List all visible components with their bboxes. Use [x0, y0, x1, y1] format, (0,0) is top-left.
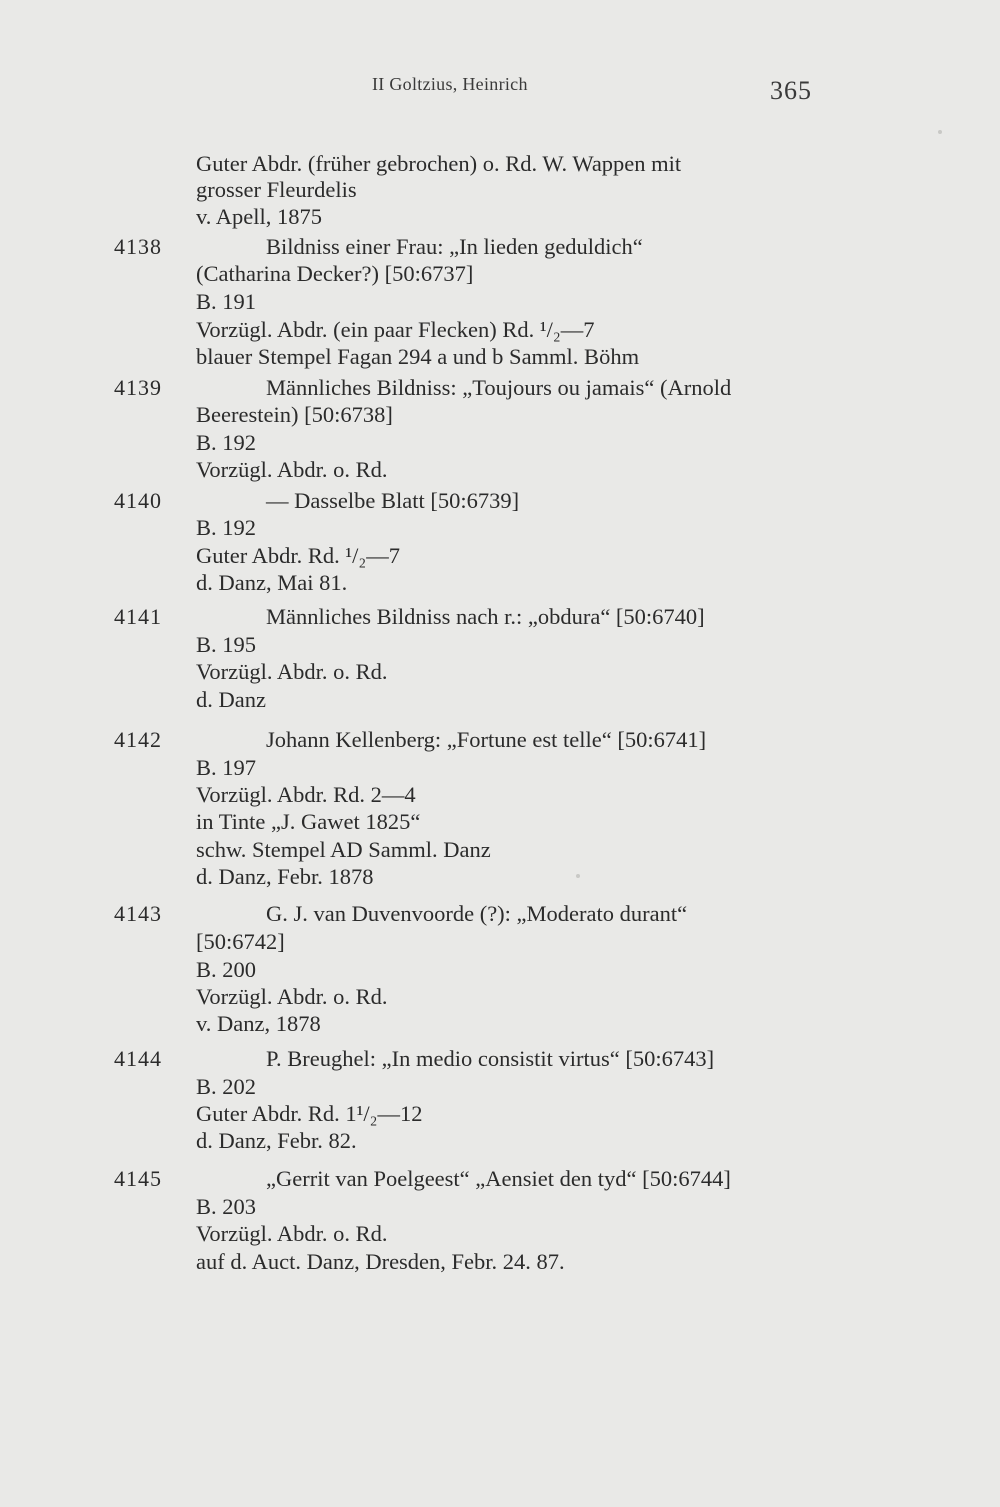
- entry-detail: d. Danz, Mai 81.: [196, 570, 348, 595]
- paper-speck: [938, 130, 942, 134]
- entry-detail: Guter Abdr. Rd. ¹/₂—7: [196, 543, 400, 568]
- entry-detail: B. 192: [196, 430, 257, 455]
- entry-detail: d. Danz, Febr. 82.: [196, 1128, 357, 1153]
- entry-detail: auf d. Auct. Danz, Dresden, Febr. 24. 87.: [196, 1249, 565, 1274]
- intro-line: Guter Abdr. (früher gebrochen) o. Rd. W. Wappen mit: [196, 151, 682, 176]
- entry-detail: Vorzügl. Abdr. (ein paar Flecken) Rd. ¹/₂—7: [196, 317, 595, 342]
- entry-detail: Vorzügl. Abdr. o. Rd.: [196, 659, 388, 684]
- entry-detail: Vorzügl. Abdr. o. Rd.: [196, 1221, 388, 1246]
- running-title: II Goltzius, Heinrich: [372, 74, 528, 94]
- entry-number: 4142: [114, 727, 162, 752]
- page-number: 365: [770, 76, 812, 105]
- entry-detail: Vorzügl. Abdr. Rd. 2—4: [196, 782, 416, 807]
- entry-title: P. Breughel: „In medio consistit virtus“ [50:6743]: [266, 1046, 715, 1071]
- entry-detail: Guter Abdr. Rd. 1¹/₂—12: [196, 1101, 423, 1126]
- entry-number: 4138: [114, 234, 162, 259]
- entry-number: 4144: [114, 1046, 162, 1071]
- entry-detail: B. 191: [196, 289, 257, 314]
- entry-detail: schw. Stempel AD Samml. Danz: [196, 837, 491, 862]
- entry-detail: B. 195: [196, 632, 257, 657]
- paper-speck: [576, 874, 580, 878]
- entry-detail: B. 202: [196, 1074, 257, 1099]
- entry-detail: d. Danz, Febr. 1878: [196, 864, 374, 889]
- intro-line: v. Apell, 1875: [196, 204, 323, 229]
- entry-detail: in Tinte „J. Gawet 1825“: [196, 809, 421, 834]
- entry-title: — Dasselbe Blatt [50:6739]: [266, 488, 520, 513]
- entry-number: 4140: [114, 488, 162, 513]
- entry-title: Johann Kellenberg: „Fortune est telle“ [50:6741]: [266, 727, 707, 752]
- entry-title: Bildniss einer Frau: „In lieden geduldich“: [266, 234, 643, 259]
- entry-detail: Vorzügl. Abdr. o. Rd.: [196, 984, 388, 1009]
- entry-title: Männliches Bildniss nach r.: „obdura“ [50:6740]: [266, 604, 705, 629]
- entry-detail: B. 200: [196, 957, 257, 982]
- entry-number: 4141: [114, 604, 162, 629]
- entry-title-cont: Beerestein) [50:6738]: [196, 402, 393, 427]
- entry-detail: B. 192: [196, 515, 257, 540]
- entry-title: Männliches Bildniss: „Toujours ou jamais“ (Arnold: [266, 375, 732, 400]
- intro-line: grosser Fleurdelis: [196, 177, 357, 202]
- entry-title-cont: (Catharina Decker?) [50:6737]: [196, 261, 474, 286]
- entry-title: „Gerrit van Poelgeest“ „Aensiet den tyd“ [50:6744]: [266, 1166, 731, 1191]
- entry-detail: d. Danz: [196, 687, 266, 712]
- entry-detail: B. 197: [196, 755, 257, 780]
- entry-number: 4139: [114, 375, 162, 400]
- entry-detail: Vorzügl. Abdr. o. Rd.: [196, 457, 388, 482]
- entry-detail: B. 203: [196, 1194, 257, 1219]
- entry-detail: v. Danz, 1878: [196, 1011, 321, 1036]
- entry-title: G. J. van Duvenvoorde (?): „Moderato durant“: [266, 901, 688, 926]
- entry-title-cont: [50:6742]: [196, 929, 285, 954]
- entry-number: 4143: [114, 901, 162, 926]
- entry-detail: blauer Stempel Fagan 294 a und b Samml. Böhm: [196, 344, 640, 369]
- entry-number: 4145: [114, 1166, 162, 1191]
